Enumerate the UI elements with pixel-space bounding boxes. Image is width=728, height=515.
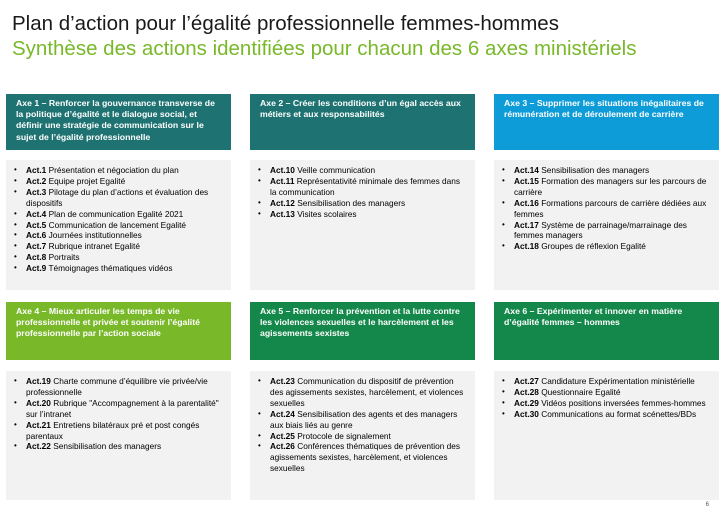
axe-6-actions: [494, 371, 719, 500]
action-item: [10, 209, 223, 220]
axe-2-block: [250, 94, 475, 290]
action-item: [10, 230, 223, 241]
action-number: Act.25: [270, 430, 295, 441]
action-item: [10, 220, 223, 231]
action-item: [498, 387, 711, 398]
action-item: [498, 241, 711, 252]
action-text: Communication de lancement Egalité: [48, 219, 187, 230]
action-item: [498, 398, 711, 409]
action-number: Act.8: [26, 252, 47, 263]
axe-1-actions: [6, 160, 231, 290]
action-item: [10, 252, 223, 263]
bullet-icon: •: [502, 397, 505, 407]
bullet-icon: •: [258, 197, 261, 207]
bullet-icon: •: [258, 408, 261, 418]
action-item: [254, 431, 467, 442]
action-number: Act.29: [514, 397, 539, 408]
action-number: Act.27: [514, 376, 539, 386]
page-title: Plan d’action pour l’égalité professionnelle femmes-hommes: [12, 12, 559, 35]
bullet-icon: •: [14, 397, 17, 407]
action-text: Sensibilisation des agents et des managers aux biais liés au genre: [270, 408, 458, 430]
bullet-icon: •: [14, 165, 17, 174]
bullet-icon: •: [502, 386, 505, 396]
bullet-icon: •: [502, 219, 505, 229]
action-text: Rubrique intranet Egalité: [48, 241, 140, 252]
action-item: [254, 165, 467, 176]
bullet-icon: •: [14, 441, 17, 451]
action-text: Protocole de signalement: [297, 430, 391, 441]
action-number: Act.30: [514, 408, 539, 419]
action-text: Sensibilisation des managers: [53, 441, 162, 452]
action-item: [10, 165, 223, 176]
action-number: Act.18: [514, 241, 539, 252]
action-text: Groupes de réflexion Egalité: [541, 241, 646, 252]
bullet-icon: •: [258, 376, 261, 385]
axe-5-block: [250, 302, 475, 500]
action-text: Conférences thématiques de prévention des agissements sexistes, harcèlement, et violences sexuelles: [270, 441, 461, 474]
axe-4-header: Axe 4 – Mieux articuler les temps de vie professionnelle et privée et soutenir l’égalité professionnelle par l’action sociale: [6, 302, 231, 360]
action-text: Présentation et négociation du plan: [48, 165, 179, 175]
action-number: Act.15: [514, 175, 539, 186]
page-number: 6: [705, 502, 709, 508]
action-number: Act.17: [514, 219, 539, 230]
action-text: Equipe projet Egalité: [48, 175, 126, 186]
action-text: Formation des managers sur les parcours de carrière: [514, 175, 707, 197]
action-item: [10, 187, 223, 209]
action-number: Act.9: [26, 263, 47, 274]
action-number: Act.7: [26, 241, 47, 252]
bullet-icon: •: [258, 175, 261, 185]
action-number: Act.3: [26, 186, 47, 197]
bullet-icon: •: [14, 419, 17, 429]
bullet-icon: •: [258, 208, 261, 218]
action-item: [10, 398, 223, 420]
bullet-icon: •: [502, 408, 505, 418]
page-subtitle: Synthèse des actions identifiées pour chacun des 6 axes ministériels: [12, 37, 637, 60]
axe-1-header: Axe 1 – Renforcer la gouvernance transverse de la politique d’égalité et le dialogue social, et définir une stratégie de communication sur le sujet de l’égalité professionnelle: [6, 94, 231, 150]
action-item: [10, 176, 223, 187]
action-number: Act.10: [270, 165, 295, 175]
action-text: Témoignages thématiques vidéos: [48, 263, 173, 274]
axe-3-block: [494, 94, 719, 290]
action-text: Communications au format scénettes/BDs: [541, 408, 697, 419]
axe-5-actions: [250, 371, 475, 500]
action-text: Journées institutionnelles: [48, 230, 142, 241]
action-text: Sensibilisation des managers: [297, 197, 406, 208]
action-text: Pilotage du plan d’actions et évaluation des dispositifs: [26, 186, 209, 208]
action-number: Act.16: [514, 197, 539, 208]
action-number: Act.14: [514, 165, 539, 175]
action-item: [10, 241, 223, 252]
bullet-icon: •: [502, 175, 505, 185]
action-number: Act.19: [26, 376, 51, 386]
action-text: Plan de communication Egalité 2021: [48, 208, 184, 219]
axe-6-header: Axe 6 – Expérimenter et innover en matière d’égalité femmes – hommes: [494, 302, 719, 360]
action-text: Représentativité minimale des femmes dans la communication: [270, 175, 461, 197]
action-item: [498, 198, 711, 220]
axe-4-actions: [6, 371, 231, 500]
axe-3-header: Axe 3 – Supprimer les situations inégalitaires de rémunération et de déroulement de carrière: [494, 94, 719, 150]
action-text: Communication du dispositif de prévention des agissements sexistes, harcèlement, et violences sexuelles: [270, 376, 464, 408]
action-text: Questionnaire Egalité: [541, 386, 621, 397]
action-number: Act.23: [270, 376, 295, 386]
action-text: Vidéos positions inversées femmes-hommes: [541, 397, 706, 408]
action-text: Veille communication: [297, 165, 376, 175]
action-item: [10, 420, 223, 442]
axe-2-header: Axe 2 – Créer les conditions d’un égal accès aux métiers et aux responsabilités: [250, 94, 475, 150]
action-item: [498, 409, 711, 420]
action-text: Candidature Expérimentation ministérielle: [541, 376, 695, 386]
action-item: [498, 376, 711, 387]
bullet-icon: •: [258, 430, 261, 440]
action-number: Act.13: [270, 208, 295, 219]
bullet-icon: •: [14, 230, 17, 240]
action-text: Charte commune d’équilibre vie privée/vie professionnelle: [26, 376, 208, 397]
bullet-icon: •: [14, 208, 17, 218]
action-item: [498, 220, 711, 242]
action-number: Act.28: [514, 386, 539, 397]
action-text: Visites scolaires: [297, 208, 357, 219]
bullet-icon: •: [502, 197, 505, 207]
action-number: Act.5: [26, 219, 47, 230]
action-text: Entretiens bilatéraux pré et post congés parentaux: [26, 419, 200, 441]
axe-6-block: [494, 302, 719, 500]
action-item: [254, 376, 467, 409]
action-item: [254, 441, 467, 474]
action-number: Act.20: [26, 397, 51, 408]
axe-3-actions: [494, 160, 719, 290]
action-item: [254, 198, 467, 209]
bullet-icon: •: [258, 165, 261, 174]
action-number: Act.12: [270, 197, 295, 208]
axe-2-actions: [250, 160, 475, 290]
action-number: Act.26: [270, 441, 295, 452]
bullet-icon: •: [14, 186, 17, 196]
bullet-icon: •: [14, 175, 17, 185]
bullet-icon: •: [14, 376, 17, 385]
bullet-icon: •: [14, 263, 17, 273]
bullet-icon: •: [258, 441, 261, 451]
action-number: Act.21: [26, 419, 51, 430]
action-text: Sensibilisation des managers: [541, 165, 650, 175]
action-number: Act.22: [26, 441, 51, 452]
action-number: Act.11: [270, 175, 295, 186]
action-item: [498, 165, 711, 176]
action-text: Système de parrainage/marrainage des femmes managers: [514, 219, 687, 241]
action-item: [254, 209, 467, 220]
action-number: Act.2: [26, 175, 47, 186]
axe-5-header: Axe 5 – Renforcer la prévention et la lutte contre les violences sexuelles et le harcèlement et les agissements sexistes: [250, 302, 475, 360]
bullet-icon: •: [14, 252, 17, 262]
action-text: Portraits: [48, 252, 80, 263]
action-item: [10, 441, 223, 452]
bullet-icon: •: [502, 165, 505, 174]
axe-1-block: [6, 94, 231, 290]
action-number: Act.6: [26, 230, 47, 241]
bullet-icon: •: [502, 376, 505, 385]
action-item: [254, 176, 467, 198]
action-number: Act.24: [270, 408, 295, 419]
action-item: [498, 176, 711, 198]
action-item: [254, 409, 467, 431]
bullet-icon: •: [14, 219, 17, 229]
bullet-icon: •: [502, 241, 505, 251]
action-text: Formations parcours de carrière dédiées aux femmes: [514, 197, 707, 219]
action-text: Rubrique "Accompagnement à la parentalité" sur l’intranet: [26, 397, 219, 419]
action-number: Act.4: [26, 208, 47, 219]
action-item: [10, 263, 223, 274]
bullet-icon: •: [14, 241, 17, 251]
action-number: Act.1: [26, 165, 47, 175]
axe-4-block: [6, 302, 231, 500]
action-item: [10, 376, 223, 398]
